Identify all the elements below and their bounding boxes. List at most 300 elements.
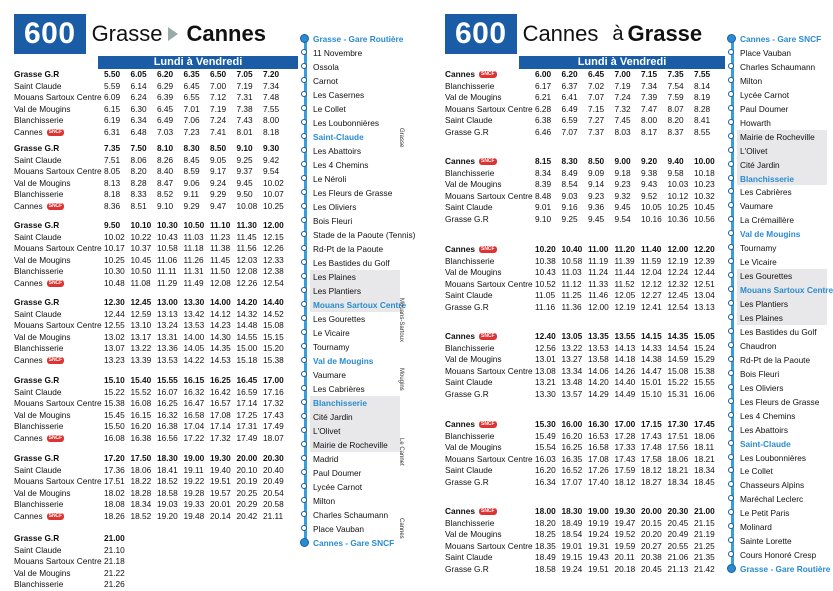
departure-time: 6.39 (157, 92, 174, 103)
sncf-logo-icon: SNCF (480, 508, 495, 515)
departure-time: 10.43 (157, 231, 178, 242)
departure-time: 17.08 (588, 453, 609, 464)
stop-name: Cannes SNCF (14, 432, 63, 443)
departure-time: 7.15 (588, 103, 605, 114)
table-row (445, 442, 745, 454)
departure-time: 7.19 (210, 103, 227, 114)
departure-time: 8.01 (236, 126, 253, 137)
stop-name: Val de Mougins (14, 331, 71, 342)
zone-label: Le Cannet (398, 438, 404, 466)
departure-time: 14.54 (667, 342, 689, 353)
line-stop-label: Stade de la Paoute (Tennis) (313, 230, 416, 240)
line-stop-label: L'Olivet (313, 426, 341, 436)
sncf-logo-icon: SNCF (480, 71, 495, 78)
departure-time: 7.59 (667, 92, 684, 103)
departure-time: 12.54 (263, 277, 284, 288)
departure-time: 15.31 (667, 388, 689, 399)
departure-time: 18.07 (263, 432, 284, 443)
departure-time: 20.45 (667, 517, 689, 528)
departure-time: 15.08 (667, 365, 689, 376)
departure-time: 12.26 (236, 277, 258, 288)
departure-time: 10.20 (535, 244, 556, 254)
departure-time: 12.44 (694, 267, 715, 278)
departure-time: 17.08 (210, 409, 231, 420)
line-stop-label: Ossola (313, 62, 339, 72)
stop-name: Mouans Sartoux Centre (445, 190, 533, 201)
stop-name: Mouans Sartoux Centre (14, 320, 102, 331)
departure-time: 8.48 (535, 190, 552, 201)
departure-time: 13.10 (130, 320, 152, 331)
stop-dot-icon (301, 231, 307, 237)
stop-dot-icon (301, 189, 307, 195)
departure-time: 9.30 (263, 143, 280, 153)
departure-time: 15.30 (535, 419, 556, 429)
departure-time: 7.32 (614, 103, 631, 114)
departure-time: 9.54 (614, 213, 631, 224)
departure-time: 9.43 (641, 179, 658, 190)
departure-time: 11.12 (561, 278, 582, 289)
departure-time: 12.38 (263, 266, 284, 277)
departure-time: 11.29 (157, 277, 178, 288)
departure-time: 9.36 (588, 202, 605, 213)
departure-time: 6.14 (130, 80, 147, 91)
departure-time: 17.48 (641, 442, 662, 453)
line-stop-label: Le Néroli (313, 174, 347, 184)
table-row (14, 255, 314, 267)
sncf-logo-icon: SNCF (480, 333, 495, 340)
departure-time: 15.15 (263, 331, 284, 342)
departure-time: 12.19 (667, 255, 689, 266)
departure-time: 14.35 (667, 331, 689, 341)
departure-time: 16.42 (210, 386, 231, 397)
line-stop-label: 11 Novembre (313, 48, 363, 58)
departure-time: 8.20 (667, 115, 684, 126)
days-banner: Lundi à Vendredi (98, 56, 298, 69)
stop-name: Grasse G.R (14, 533, 60, 543)
table-row (14, 343, 314, 355)
departure-time: 17.31 (236, 421, 258, 432)
departure-time: 16.38 (130, 432, 152, 443)
table-row (14, 232, 314, 244)
departure-time: 13.31 (157, 331, 178, 342)
departure-block (14, 69, 314, 139)
stop-name: Saint Claude (14, 231, 62, 242)
stop-dot-icon (301, 203, 307, 209)
line-stop-label: Les Plantiers (313, 286, 361, 296)
departure-time: 12.27 (641, 290, 662, 301)
departure-time: 7.00 (210, 80, 227, 91)
departure-time: 18.12 (641, 465, 662, 476)
departure-time: 13.22 (561, 342, 583, 353)
stop-name: Val de Mougins (445, 179, 502, 190)
departure-time: 15.49 (535, 430, 556, 441)
departure-time: 7.24 (614, 92, 631, 103)
line-stop-label: Blanchisserie (313, 398, 367, 408)
departure-time: 20.00 (641, 506, 662, 516)
departure-time: 12.39 (694, 255, 715, 266)
departure-time: 14.22 (183, 354, 205, 365)
departure-time: 18.12 (614, 476, 636, 487)
departure-time: 11.20 (614, 244, 635, 254)
line-stop-label: Tournamy (740, 243, 777, 254)
stop-name: Cannes SNCF (445, 156, 495, 166)
departure-time: 20.30 (667, 506, 689, 516)
stop-dot-icon (728, 63, 734, 69)
line-stop-label: Les Loubonnières (740, 452, 806, 463)
departure-time: 18.52 (130, 510, 152, 521)
table-row (14, 104, 314, 116)
departure-time: 19.24 (588, 529, 609, 540)
departure-time: 11.06 (157, 254, 178, 265)
departure-time: 11.00 (588, 244, 609, 254)
departure-time: 20.45 (641, 563, 662, 574)
departure-time: 14.18 (614, 354, 636, 365)
departure-time: 11.52 (614, 278, 635, 289)
departure-time: 16.00 (561, 419, 583, 429)
stop-name: Saint Claude (445, 115, 493, 126)
stop-name: Mouans Sartoux Centre (14, 556, 102, 567)
line-stop-label: Cannes - Gare SNCF (740, 34, 822, 44)
line-stop-label: Les Cabrières (740, 187, 792, 198)
table-row (445, 366, 745, 378)
departure-time: 10.25 (263, 200, 284, 211)
departure-time: 11.08 (130, 277, 151, 288)
line-stop-label: Les Fleurs de Grasse (740, 396, 820, 407)
departure-time: 6.34 (130, 115, 147, 126)
departure-time: 10.36 (667, 213, 689, 224)
stop-name: Mouans Sartoux Centre (445, 540, 533, 551)
departure-time: 16.58 (588, 442, 609, 453)
departure-time: 14.20 (588, 377, 609, 388)
stop-name: Grasse G.R (445, 563, 489, 574)
departure-time: 13.53 (183, 320, 205, 331)
stop-name: Grasse G.R (14, 453, 60, 463)
departure-time: 12.08 (236, 266, 258, 277)
table-row (445, 302, 745, 314)
departure-time: 20.49 (263, 476, 284, 487)
departure-time: 11.38 (210, 243, 231, 254)
line-stop-label: Grasse - Gare Routière (313, 34, 404, 44)
departure-time: 20.30 (263, 453, 284, 463)
sncf-logo-icon: SNCF (48, 513, 63, 520)
departure-time: 21.11 (263, 510, 284, 521)
table-row (14, 421, 314, 433)
departure-time: 10.37 (130, 243, 152, 254)
departure-time: 11.59 (641, 255, 662, 266)
departure-time: 7.47 (641, 103, 658, 114)
stop-dot-icon (727, 34, 736, 43)
departure-time: 8.18 (104, 189, 121, 200)
line-stop-label: Les Plaines (313, 272, 356, 282)
line-stop-label: Paul Doumer (313, 468, 362, 478)
departure-time: 19.20 (157, 510, 178, 521)
departure-time: 13.48 (561, 377, 583, 388)
departure-time: 14.00 (183, 331, 205, 342)
departure-time: 9.03 (561, 190, 578, 201)
departure-time: 6.31 (104, 126, 121, 137)
departure-time: 10.03 (667, 179, 689, 190)
departure-time: 9.00 (614, 156, 631, 166)
stop-dot-icon (301, 371, 307, 377)
departure-time: 13.53 (157, 354, 178, 365)
stop-name: Saint Claude (14, 308, 62, 319)
departure-time: 8.10 (157, 143, 174, 153)
departure-time: 8.41 (694, 115, 711, 126)
departure-time: 15.29 (694, 354, 715, 365)
line-stop-label: Place Vauban (740, 47, 792, 58)
table-row (445, 564, 745, 576)
departure-time: 21.06 (667, 552, 689, 563)
departure-time: 17.00 (614, 419, 636, 429)
departure-time: 18.00 (535, 506, 556, 516)
departure-block (14, 533, 314, 591)
departure-time: 9.24 (210, 177, 227, 188)
stop-name: Cannes SNCF (14, 126, 63, 137)
departure-time: 9.17 (210, 166, 227, 177)
departure-time: 18.26 (104, 510, 125, 521)
stop-dot-icon (301, 161, 307, 167)
departure-time: 14.00 (210, 297, 231, 307)
line-stop-label: Les Loubonnières (313, 118, 379, 128)
stop-name: Grasse G.R (14, 143, 60, 153)
table-row (14, 220, 314, 232)
departure-time: 14.59 (667, 354, 689, 365)
sncf-logo-icon: SNCF (480, 246, 495, 253)
departure-time: 12.45 (667, 290, 689, 301)
departure-time: 16.25 (210, 375, 231, 385)
table-row (14, 398, 314, 410)
departure-time: 14.29 (588, 388, 609, 399)
line-stop-label: Mouans Sartoux Centre (313, 300, 407, 310)
stop-dot-icon (301, 301, 307, 307)
stop-name: Cannes SNCF (445, 69, 495, 79)
table-row (445, 529, 745, 541)
stop-name: Mouans Sartoux Centre (445, 278, 533, 289)
departure-time: 20.10 (236, 464, 258, 475)
line-stop-label: Blanchisserie (740, 173, 794, 184)
stop-dot-icon (301, 483, 307, 489)
table-row (445, 81, 745, 93)
stop-dot-icon (728, 454, 734, 460)
stop-name: Grasse G.R (445, 126, 489, 137)
departure-time: 6.45 (183, 80, 200, 91)
table-row (14, 81, 314, 93)
table-row (14, 189, 314, 201)
departure-time: 8.37 (667, 126, 684, 137)
departure-time: 8.40 (157, 166, 174, 177)
departure-time: 15.20 (263, 343, 284, 354)
stop-dot-icon (301, 455, 307, 461)
departure-time: 6.05 (130, 69, 147, 79)
departure-time: 12.56 (535, 342, 556, 353)
departure-time: 21.18 (104, 556, 125, 567)
line-stop-label: Lycée Carnot (313, 482, 363, 492)
table-row (445, 92, 745, 104)
line-stop-label: Les Abattoirs (740, 424, 788, 435)
departure-time: 12.00 (263, 220, 284, 230)
departure-time: 14.32 (236, 308, 258, 319)
line-number: 600 (445, 14, 517, 54)
departure-time: 17.50 (130, 453, 152, 463)
zone-label: Mougins (398, 368, 404, 391)
departure-time: 10.43 (535, 267, 556, 278)
departure-time: 18.30 (561, 506, 583, 516)
departure-time: 8.05 (104, 166, 121, 177)
table-row (14, 127, 314, 139)
stop-dot-icon (728, 91, 734, 97)
departure-time: 6.49 (157, 115, 174, 126)
departure-time: 20.54 (263, 487, 284, 498)
departure-time: 9.11 (183, 189, 200, 200)
departure-time: 8.17 (641, 126, 658, 137)
departure-time: 8.00 (263, 115, 280, 126)
stop-name: Grasse G.R (445, 476, 489, 487)
stop-name: Val de Mougins (14, 567, 71, 578)
departure-time: 8.19 (694, 92, 711, 103)
departure-time: 18.30 (157, 453, 178, 463)
departure-time: 12.00 (667, 244, 689, 254)
stop-name: Grasse G.R (14, 220, 60, 230)
departure-time: 9.50 (236, 189, 253, 200)
departure-time: 15.10 (641, 388, 662, 399)
line-stop-label: Milton (740, 75, 763, 86)
departure-time: 14.55 (236, 331, 258, 342)
departure-time: 7.06 (183, 115, 200, 126)
stop-name: Blanchisserie (14, 421, 64, 432)
departure-time: 7.23 (183, 126, 200, 137)
stop-dot-icon (301, 357, 307, 363)
departure-time: 18.21 (694, 453, 715, 464)
departure-time: 17.32 (263, 398, 284, 409)
stop-dot-icon (301, 315, 307, 321)
departure-time: 17.20 (104, 453, 125, 463)
days-banner: Lundi à Vendredi (519, 56, 725, 69)
departure-time: 5.59 (104, 80, 121, 91)
departure-time: 15.22 (667, 377, 689, 388)
stop-dot-icon (728, 398, 734, 404)
departure-time: 12.26 (263, 243, 284, 254)
table-row (14, 266, 314, 278)
departure-time: 9.50 (104, 220, 121, 230)
line-stop-label: Molinard (740, 522, 772, 533)
departure-time: 9.37 (236, 166, 253, 177)
departure-time: 16.25 (561, 442, 583, 453)
departure-time: 21.15 (694, 517, 715, 528)
departure-time: 9.14 (588, 179, 605, 190)
stop-name: Val de Mougins (445, 442, 502, 453)
table-row (14, 115, 314, 127)
line-stop-label: Les 4 Chemins (740, 410, 796, 421)
stop-dot-icon (301, 217, 307, 223)
line-stop-label: Les Cabrières (313, 384, 365, 394)
table-row (445, 454, 745, 466)
table-row (445, 389, 745, 401)
departure-time: 14.40 (263, 297, 284, 307)
table-row (14, 69, 314, 81)
departure-time: 9.29 (183, 200, 200, 211)
departure-time: 10.48 (104, 277, 125, 288)
departure-time: 7.24 (210, 115, 227, 126)
table-row (445, 506, 745, 518)
stop-name: Blanchisserie (445, 255, 495, 266)
line-stop-label: Bois Fleuri (740, 368, 780, 379)
departure-time: 17.32 (210, 432, 231, 443)
departure-time: 6.19 (104, 115, 121, 126)
departure-time: 6.35 (183, 69, 200, 79)
table-row (445, 465, 745, 477)
departure-time: 7.15 (641, 69, 658, 79)
departure-time: 13.07 (104, 343, 125, 354)
departure-time: 8.30 (183, 143, 200, 153)
line-stop-label: Les Oliviers (740, 382, 784, 393)
departure-time: 15.54 (535, 442, 556, 453)
stop-name: Blanchisserie (14, 189, 64, 200)
departure-time: 18.34 (130, 499, 152, 510)
table-row (445, 191, 745, 203)
departure-time: 7.37 (588, 126, 605, 137)
line-stop-label: Mairie de Rocheville (740, 131, 815, 142)
departure-time: 11.56 (236, 243, 257, 254)
departure-time: 10.52 (535, 278, 556, 289)
departure-time: 16.07 (157, 386, 178, 397)
table-row (14, 410, 314, 422)
departure-time: 11.45 (210, 254, 231, 265)
departure-time: 13.30 (183, 297, 205, 307)
table-row (14, 243, 314, 255)
stop-dot-icon (728, 77, 734, 83)
departure-time: 17.36 (104, 464, 125, 475)
departure-time: 17.14 (236, 398, 258, 409)
departure-time: 9.23 (614, 179, 631, 190)
departure-time: 7.54 (667, 80, 684, 91)
departure-time: 10.12 (667, 190, 689, 201)
departure-time: 10.25 (667, 202, 689, 213)
sncf-logo-icon: SNCF (48, 129, 63, 136)
stop-dot-icon (301, 119, 307, 125)
departure-time: 18.28 (130, 487, 152, 498)
table-row (14, 201, 314, 213)
stop-dot-icon (301, 133, 307, 139)
departure-time: 17.04 (183, 421, 205, 432)
stop-dot-icon (728, 440, 734, 446)
line-stop-label: Les Gourettes (740, 271, 793, 282)
departure-time: 13.34 (561, 365, 583, 376)
stop-dot-icon (728, 133, 734, 139)
departure-time: 6.37 (561, 80, 578, 91)
stop-name: Saint Claude (445, 465, 493, 476)
departure-time: 14.30 (210, 331, 231, 342)
line-stop-label: Charles Schaumann (313, 510, 389, 520)
stop-dot-icon (301, 525, 307, 531)
departure-time: 12.45 (130, 297, 152, 307)
table-row (445, 419, 745, 431)
departure-time: 7.01 (183, 103, 200, 114)
departure-time: 8.59 (183, 166, 200, 177)
departure-time: 8.33 (130, 189, 147, 200)
stop-name: Cannes SNCF (445, 244, 495, 254)
departure-time: 16.58 (183, 409, 205, 420)
line-stop-label: Les Plaines (740, 313, 783, 323)
departure-time: 11.26 (183, 254, 204, 265)
stop-name: Blanchisserie (445, 80, 495, 91)
stop-name: Blanchisserie (445, 517, 495, 528)
departure-time: 21.42 (694, 563, 715, 574)
table-row (14, 166, 314, 178)
departure-time: 8.28 (694, 103, 711, 114)
departure-time: 14.38 (641, 354, 662, 365)
departure-time: 9.01 (535, 202, 552, 213)
table-row (14, 499, 314, 511)
